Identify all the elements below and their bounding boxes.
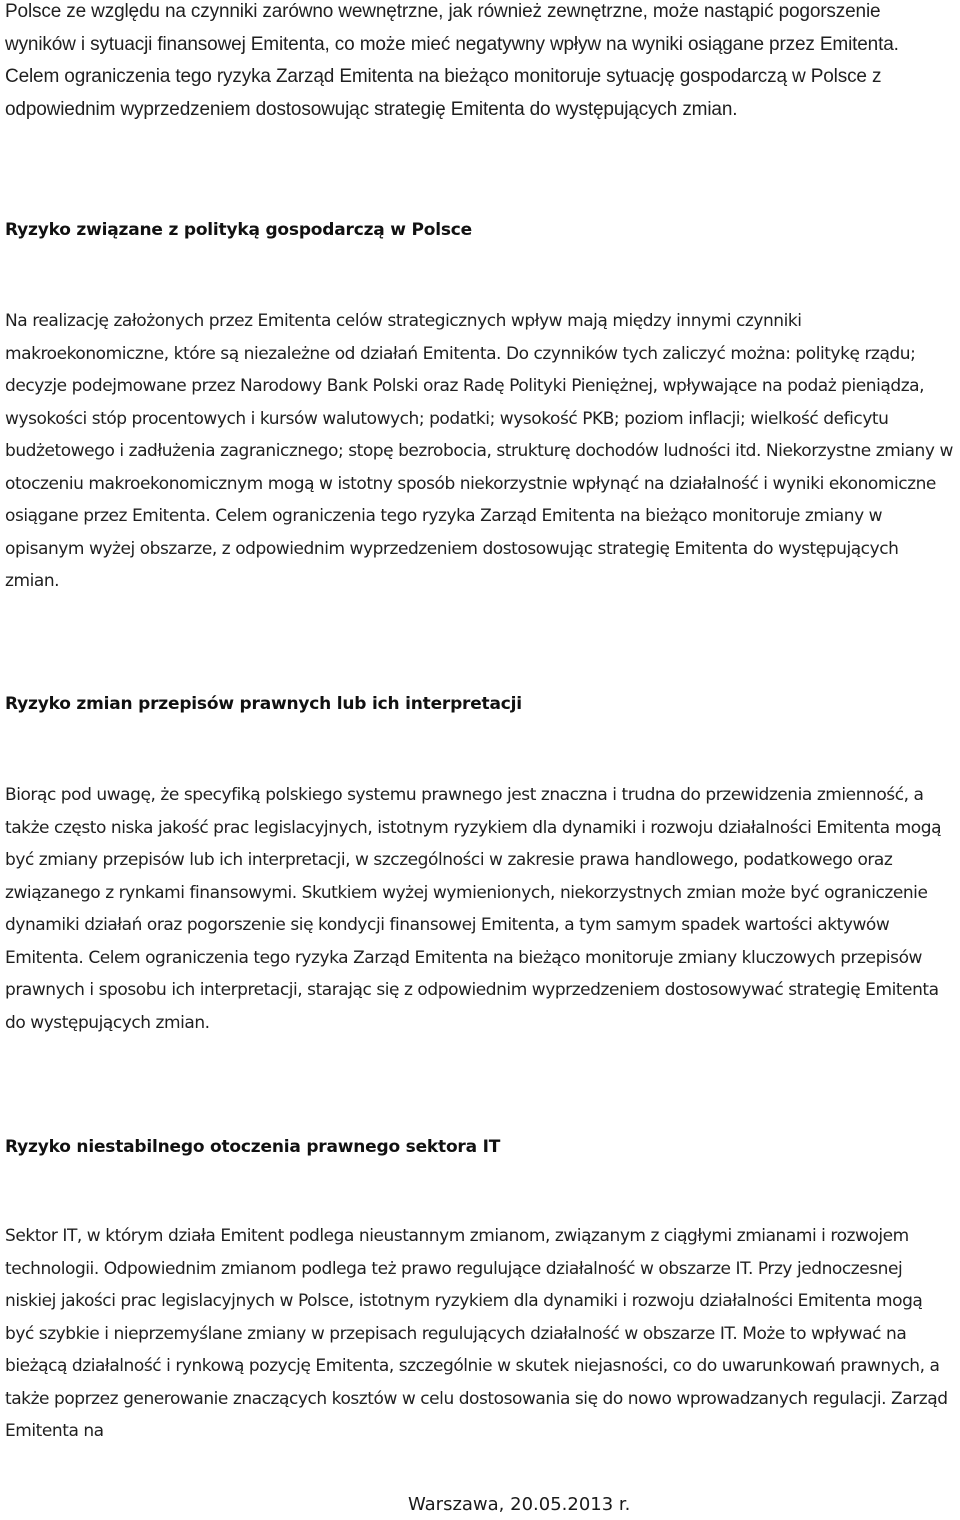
section-body-economic-policy: Na realizację założonych przez Emitenta celów strategicznych wpływ mają między innymi czynniki makroekonomiczne, które są niezależne od działań Emitenta. Do czynników tych zaliczyć można: politykę rządu; decyzje podejmowane przez Narodowy Bank Polski oraz Radę Polityki Pieniężnej, wpływające na podaż pieniądza, wysokości stóp procentowych i kursów walutowych; podatki; wysokość PKB; poziom inflacji; wielkość deficytu budżetowego i zadłużenia zagranicznego; stopę bezrobocia, strukturę dochodów ludności itd. Niekorzystne zmiany w otoczeniu makroekonomicznym mogą w istotny sposób niekorzystnie wpłynąć na działalność i wyniki ekonomiczne osiągane przez Emitenta. Celem ograniczenia tego ryzyka Zarząd Emitenta na bieżąco monitoruje zmiany w opisanym wyżej obszarze, z odpowiednim wyprzedzeniem dostosowując strategię Emitenta do występujących zmian. [5, 311, 953, 591]
page-footer-date: Warszawa, 20.05.2013 r. [408, 1494, 631, 1515]
section-body-it-sector: Sektor IT, w którym działa Emitent podlega nieustannym zmianom, związanym z ciągłymi zmianami i rozwojem technologii. Odpowiednim zmianom podlega też prawo regulujące działalność w obszarze IT. Przy jednoczesnej niskiej jakości prac legislacyjnych w Polsce, istotnym ryzykiem dla dynamiki i rozwoju działalności Emitenta mogą być szybkie i nieprzemyślane zmiany w przepisach regulujących działalność w obszarze IT. Może to wpływać na bieżącą działalność i rynkową pozycję Emitenta, szczególnie w skutek niejasności, co do uwarunkowań prawnych, a także poprzez generowanie znaczących kosztów w celu dostosowania się do nowo wprowadzanych regulacji. Zarząd Emitenta na [5, 1226, 948, 1441]
section-heading-legal-changes: Ryzyko zmian przepisów prawnych lub ich interpretacji [5, 694, 522, 714]
section-body-legal-changes: Biorąc pod uwagę, że specyfiką polskiego systemu prawnego jest znaczna i trudna do przewidzenia zmienność, a także często niska jakość prac legislacyjnych, istotnym ryzykiem dla dynamiki i rozwoju działalności Emitenta mogą być zmiany przepisów lub ich interpretacji, w szczególności w zakresie prawa handlowego, podatkowego oraz związanego z rynkami finansowymi. Skutkiem wyżej wymienionych, niekorzystnych zmian może być ograniczenie dynamiki działań oraz pogorszenie się kondycji finansowej Emitenta, a tym samym spadek wartości aktywów Emitenta. Celem ograniczenia tego ryzyka Zarząd Emitenta na bieżąco monitoruje zmiany kluczowych przepisów prawnych i sposobu ich interpretacji, starając się z odpowiednim wyprzedzeniem dostosowywać strategię Emitenta do występujących zmian. [5, 785, 942, 1033]
section-heading-it-sector: Ryzyko niestabilnego otoczenia prawnego sektora IT [5, 1137, 501, 1157]
section-heading-economic-policy: Ryzyko związane z polityką gospodarczą w Polsce [5, 220, 472, 240]
intro-paragraph: Polsce ze względu na czynniki zarówno wewnętrzne, jak również zewnętrzne, może nastąpić pogorszenie wyników i sytuacji finansowej Emitenta, co może mieć negatywny wpływ na wyniki osiągane przez Emitenta. Celem ograniczenia tego ryzyka Zarząd Emitenta na bieżąco monitoruje sytuację gospodarczą w Polsce z odpowiednim wyprzedzeniem dostosowując strategię Emitenta do występujących zmian. [5, 1, 899, 120]
